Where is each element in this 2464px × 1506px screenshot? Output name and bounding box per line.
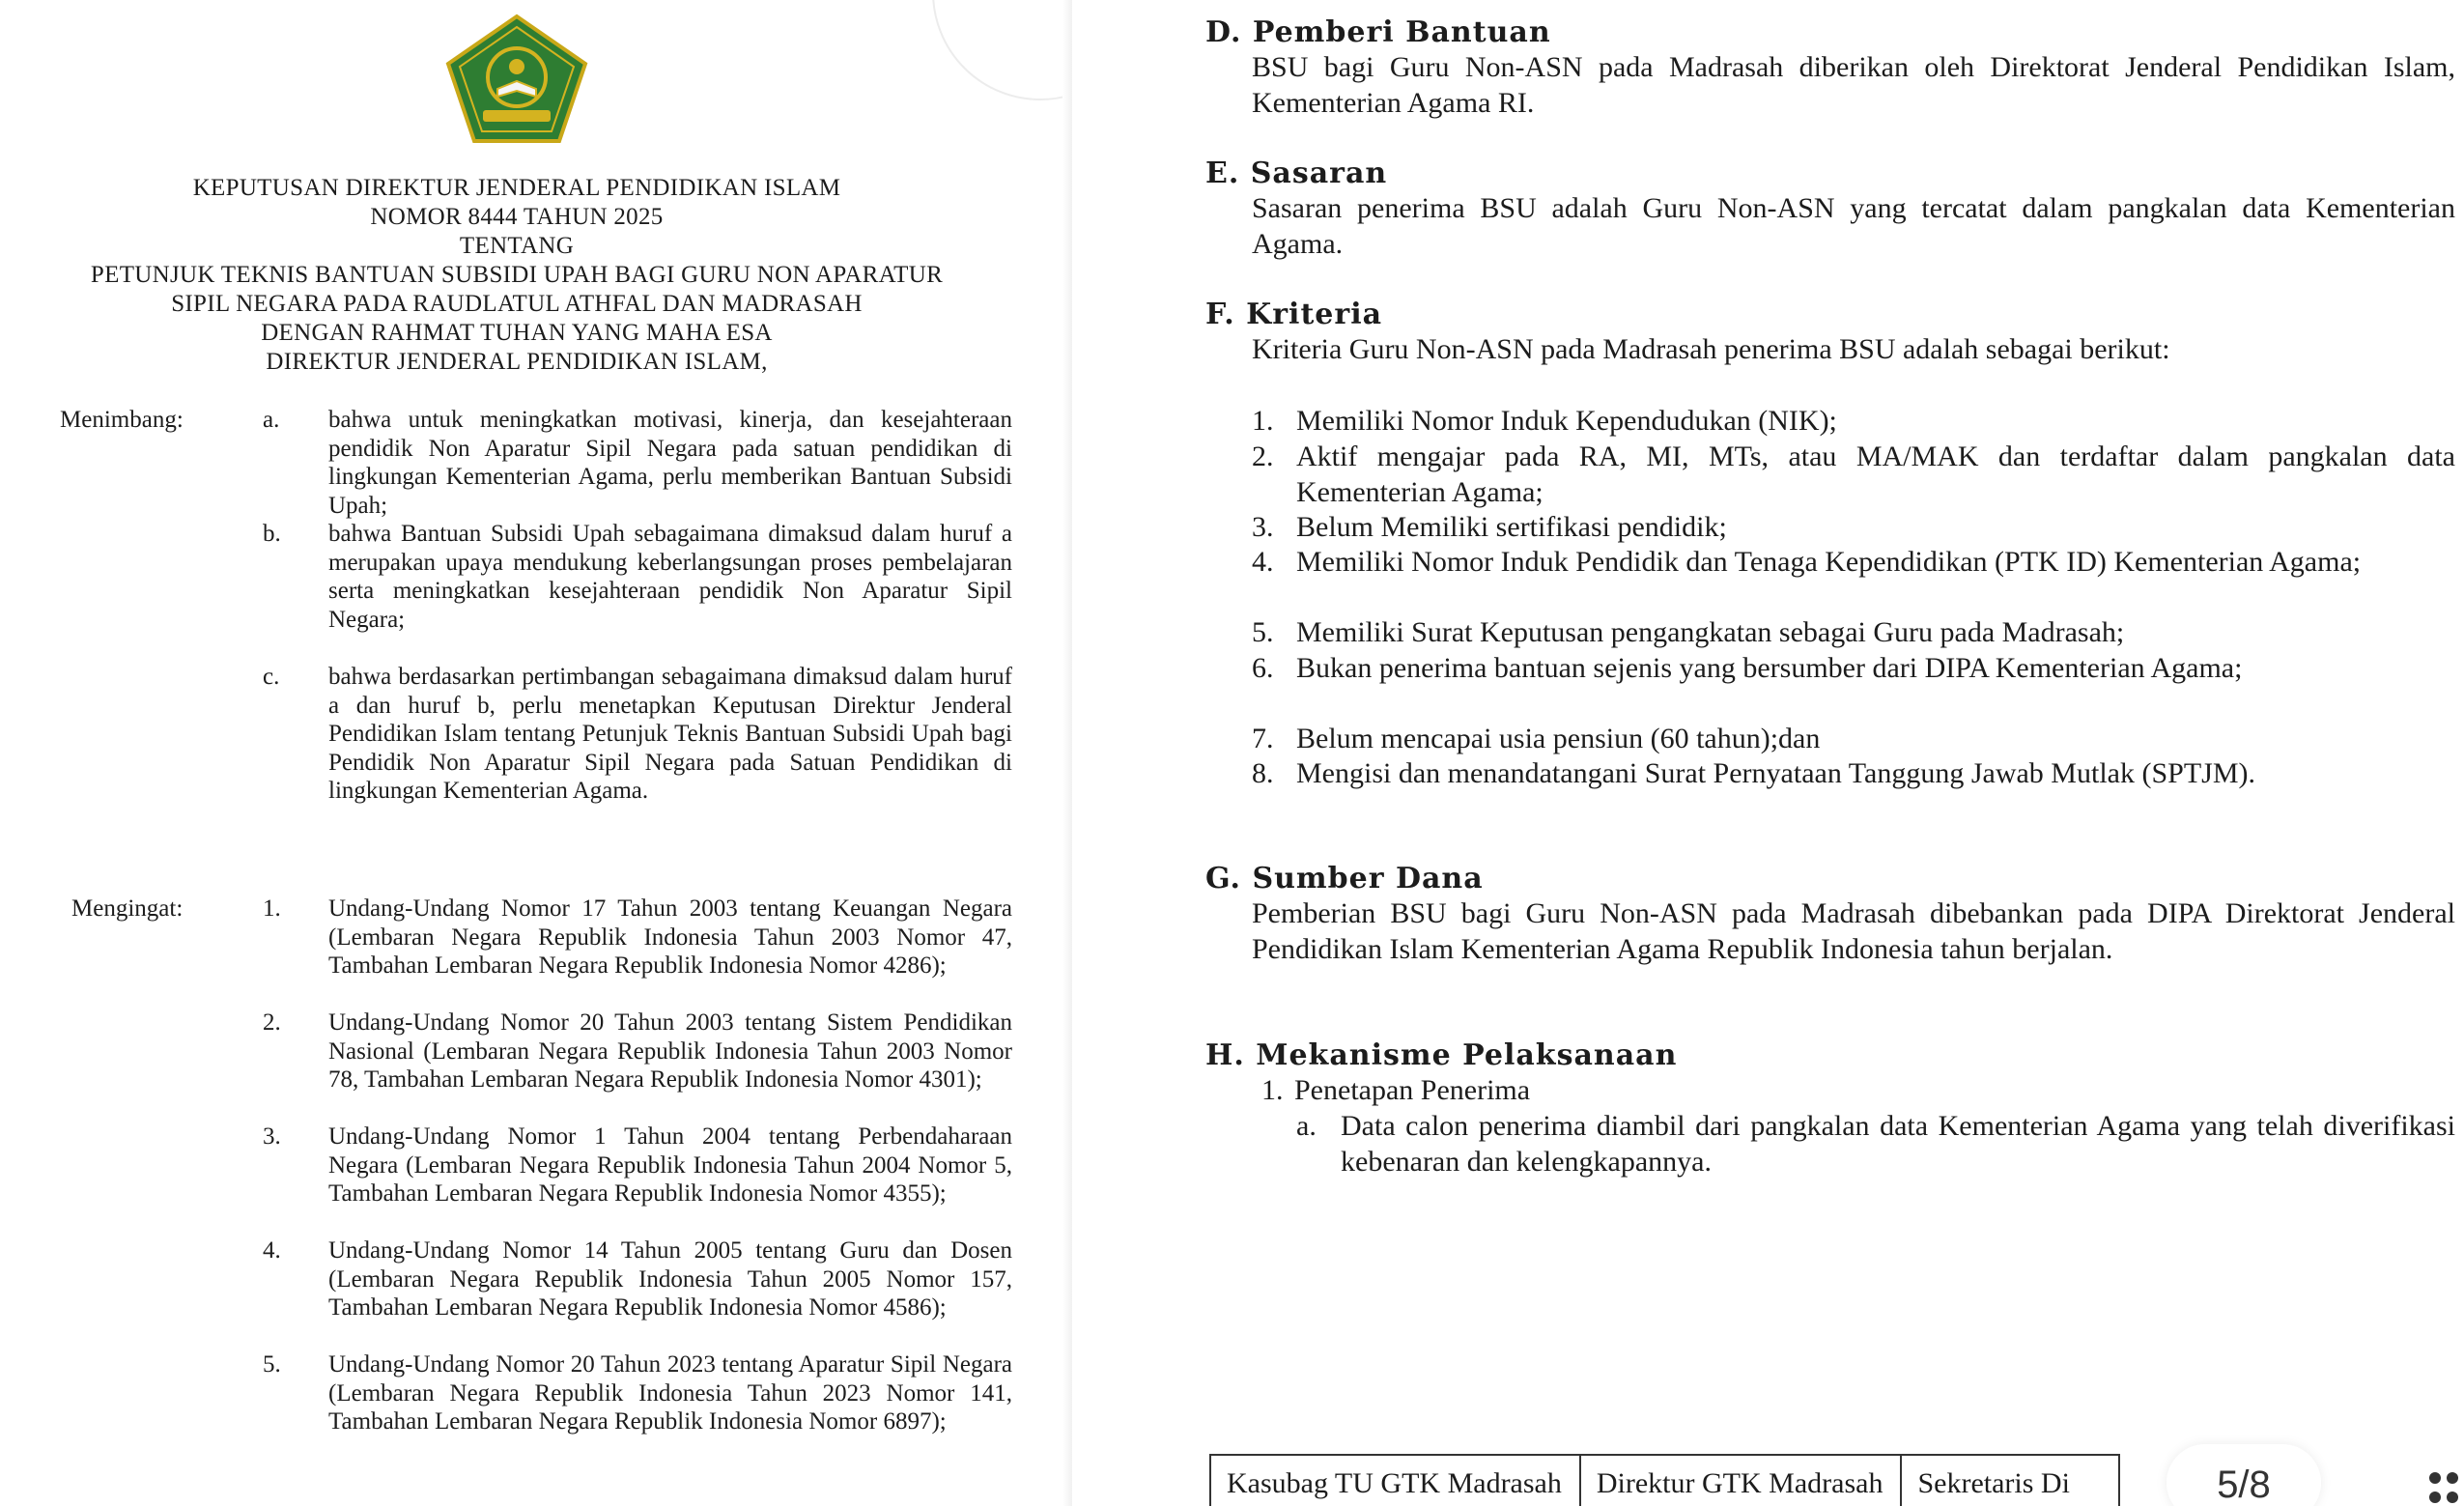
section-g-body: Pemberian BSU bagi Guru Non-ASN pada Madrasah dibebankan pada DIPA Direktorat Jenderal Pendidikan Islam Kementerian Agama Republik Indonesia tahun berjalan. — [1252, 897, 2455, 965]
kriteria-number: 4. — [1252, 546, 1274, 578]
section-e-body: Sasaran penerima BSU adalah Guru Non-ASN yang tercatat dalam pangkalan data Kementerian Agama. — [1252, 192, 2455, 260]
section-e-heading: E. Sasaran — [1205, 156, 1388, 190]
heading-line: DENGAN RAHMAT TUHAN YANG MAHA ESA — [261, 320, 773, 346]
subitem-marker: a. — [1296, 1110, 1317, 1142]
item-text: bahwa untuk meningkatkan motivasi, kinerja, dan kesejahteraan pendidik Non Aparatur Sipil Negara pada satuan pendidikan di lingkungan Kementerian Agama, perlu memberikan Bantuan Subsidi Upah; — [328, 407, 1012, 519]
item-text: Undang-Undang Nomor 14 Tahun 2005 tentang Guru dan Dosen (Lembaran Negara Republik Indonesia Tahun 2005 Nomor 157, Tambahan Lembaran Negara Republik Indonesia Nomor 4586); — [328, 1237, 1012, 1321]
mekanisme-text: Penetapan Penerima — [1294, 1074, 1531, 1106]
section-f-heading: F. Kriteria — [1205, 298, 1383, 331]
item-marker: 4. — [263, 1237, 281, 1264]
kriteria-number: 2. — [1252, 440, 1274, 472]
signature-cell: Sekretaris Di — [1917, 1467, 2070, 1499]
kriteria-text: Memiliki Surat Keputusan pengangkatan sebagai Guru pada Madrasah; — [1296, 616, 2125, 648]
item-marker: 2. — [263, 1009, 281, 1036]
kriteria-text: Memiliki Nomor Induk Kependudukan (NIK); — [1296, 405, 1837, 437]
section-d-body: BSU bagi Guru Non-ASN pada Madrasah diberikan oleh Direktorat Jenderal Pendidikan Islam, Kementerian Agama RI. — [1252, 51, 2455, 119]
right-document-page — [1072, 0, 2464, 1506]
kriteria-number: 6. — [1252, 652, 1274, 684]
heading-line: KEPUTUSAN DIREKTUR JENDERAL PENDIDIKAN ISLAM — [192, 175, 841, 201]
kriteria-text: Aktif mengajar pada RA, MI, MTs, atau MA/MAK dan terdaftar dalam pangkalan data Kementerian Agama; — [1296, 440, 2455, 508]
item-marker: 1. — [263, 895, 281, 922]
drag-handle-icon[interactable] — [2429, 1468, 2464, 1506]
heading-line: NOMOR 8444 TAHUN 2025 — [370, 204, 664, 230]
kriteria-number: 3. — [1252, 511, 1274, 543]
item-text: Undang-Undang Nomor 20 Tahun 2003 tentang Sistem Pendidikan Nasional (Lembaran Negara Republik Indonesia Tahun 2003 Nomor 78, Tambahan Lembaran Negara Republik Indonesia Nomor 4301); — [328, 1009, 1012, 1094]
decree-heading — [19, 174, 1014, 377]
item-marker: a. — [263, 407, 280, 433]
section-f-body: Kriteria Guru Non-ASN pada Madrasah penerima BSU adalah sebagai berikut: — [1252, 333, 2170, 365]
item-marker: c. — [263, 664, 280, 690]
page-curl-shadow — [932, 0, 1072, 100]
item-text: bahwa berdasarkan pertimbangan sebagaimana dimaksud dalam huruf a dan huruf b, perlu menetapkan Keputusan Direktur Jenderal Pendidikan Islam tentang Petunjuk Teknis Bantuan Subsidi Upah bagi Pendidik Non Aparatur Sipil Negara pada Satuan Pendidikan di lingkungan Kementerian Agama. — [328, 664, 1012, 805]
heading-line: DIREKTUR JENDERAL PENDIDIKAN ISLAM, — [266, 349, 768, 375]
item-marker: b. — [263, 521, 281, 547]
section-d-heading: D. Pemberi Bantuan — [1205, 15, 1551, 49]
kriteria-text: Memiliki Nomor Induk Pendidik dan Tenaga Kependidikan (PTK ID) Kementerian Agama; — [1296, 546, 2362, 578]
item-text: Undang-Undang Nomor 17 Tahun 2003 tentang Keuangan Negara (Lembaran Negara Republik Indonesia Tahun 2003 Nomor 47, Tambahan Lembaran Negara Republik Indonesia Nomor 4286); — [328, 895, 1012, 980]
item-text: bahwa Bantuan Subsidi Upah sebagaimana dimaksud dalam huruf a merupakan upaya mendukung keberlangsungan proses pembelajaran serta meningkatkan kesejahteraan pendidik Non Aparatur Sipil Negara; — [328, 521, 1012, 633]
signature-cell: Direktur GTK Madrasah — [1581, 1456, 1903, 1506]
kriteria-text: Belum mencapai usia pensiun (60 tahun);dan — [1296, 723, 1821, 754]
paraf-signature-table — [1209, 1454, 2120, 1506]
kriteria-text: Belum Memiliki sertifikasi pendidik; — [1296, 511, 1727, 543]
section-g-heading: G. Sumber Dana — [1205, 862, 1484, 895]
kriteria-number: 7. — [1252, 723, 1274, 754]
section-h-heading: H. Mekanisme Pelaksanaan — [1205, 1038, 1678, 1072]
kriteria-text: Bukan penerima bantuan sejenis yang bersumber dari DIPA Kementerian Agama; — [1296, 652, 2243, 684]
heading-line: SIPIL NEGARA PADA RAUDLATUL ATHFAL DAN MADRASAH — [171, 291, 863, 317]
kriteria-number: 1. — [1252, 405, 1274, 437]
page-indicator[interactable]: 5/8 — [2167, 1444, 2321, 1506]
left-document-page — [0, 0, 1072, 1506]
item-marker: 5. — [263, 1351, 281, 1378]
heading-line: PETUNJUK TEKNIS BANTUAN SUBSIDI UPAH BAGI GURU NON APARATUR — [90, 262, 944, 288]
kriteria-number: 5. — [1252, 616, 1274, 648]
mengingat-label: Mengingat: — [71, 895, 184, 922]
menimbang-label: Menimbang: — [60, 407, 184, 433]
kriteria-number: 8. — [1252, 757, 1274, 789]
item-marker: 3. — [263, 1123, 281, 1150]
item-text: Undang-Undang Nomor 1 Tahun 2004 tentang Perbendaharaan Negara (Lembaran Negara Republik Indonesia Tahun 2004 Nomor 5, Tambahan Lembaran Negara Republik Indonesia Nomor 4355); — [328, 1123, 1012, 1208]
heading-line: TENTANG — [459, 233, 575, 259]
subitem-text: Data calon penerima diambil dari pangkalan data Kementerian Agama yang telah diverifikasi kebenaran dan kelengkapannya. — [1341, 1110, 2455, 1178]
signature-cell: Kasubag TU GTK Madrasah — [1211, 1456, 1581, 1506]
kriteria-text: Mengisi dan menandatangani Surat Pernyataan Tanggung Jawab Mutlak (SPTJM). — [1296, 757, 2255, 789]
mekanisme-number: 1. — [1261, 1074, 1284, 1106]
kementerian-agama-emblem-icon — [444, 14, 589, 144]
item-text: Undang-Undang Nomor 20 Tahun 2023 tentang Aparatur Sipil Negara (Lembaran Negara Republik Indonesia Tahun 2023 Nomor 141, Tambahan Lembaran Negara Republik Indonesia Nomor 6897); — [328, 1351, 1012, 1435]
